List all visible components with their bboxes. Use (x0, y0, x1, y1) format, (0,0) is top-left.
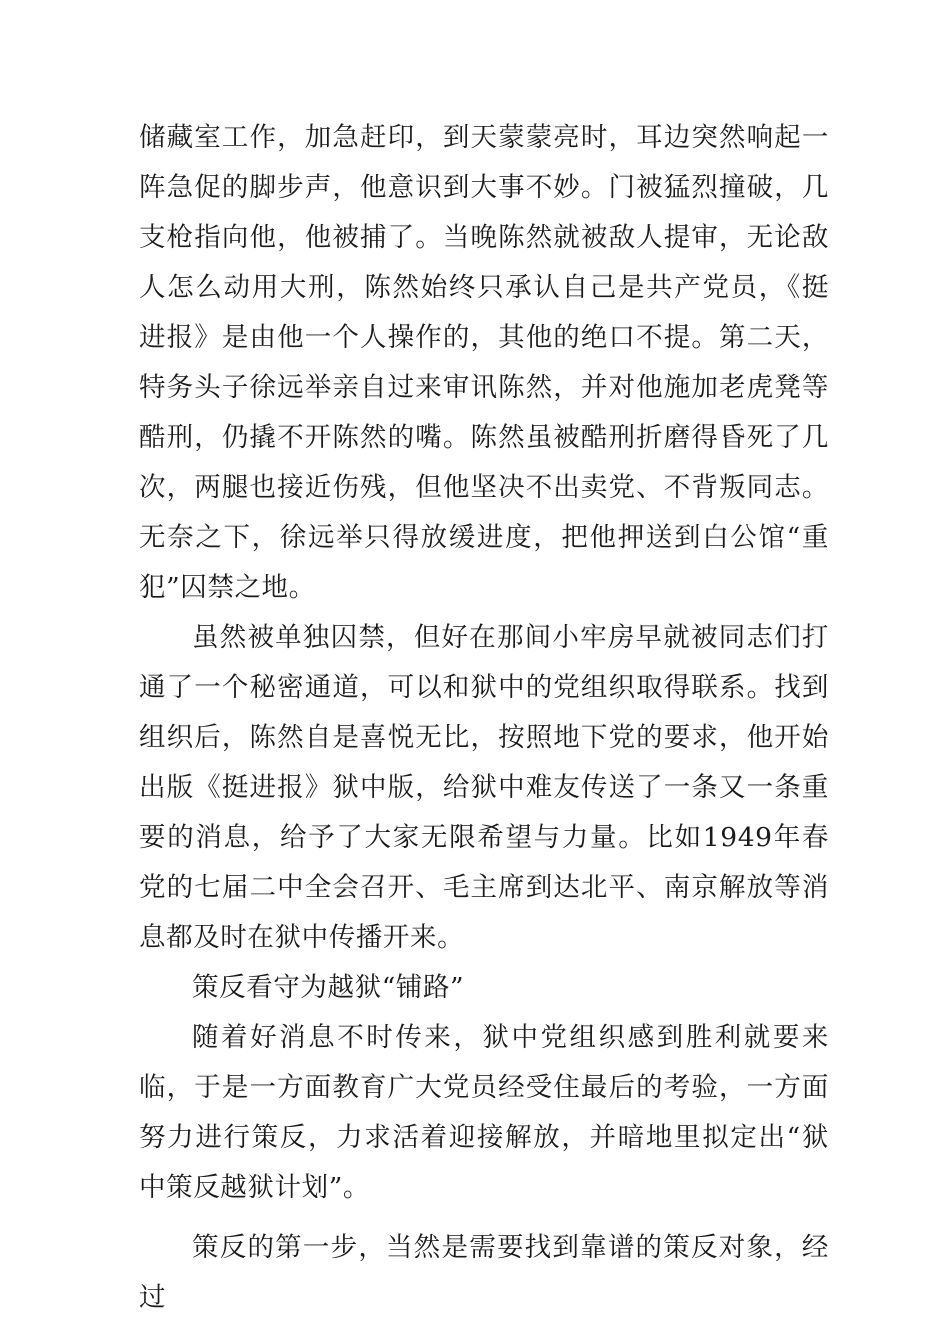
paragraph-continued: 储藏室工作，加急赶印，到天蒙蒙亮时，耳边突然响起一阵急促的脚步声，他意识到大事不妙。门被猛烈撞破，几支枪指向他，他被捕了。当晚陈然就被敌人提审，无论敌人怎么动用大刑，陈然始终只承认自己是共产党员，《挺进报》是由他一个人操作的，其他的绝口不提。第二天，特务头子徐远举亲自过来审讯陈然，并对他施加老虎凳等酷刑，仍撬不开陈然的嘴。陈然虽被酷刑折磨得昏死了几次，两腿也接近伤残，但他坚决不出卖党、不背叛同志。无奈之下，徐远举只得放缓进度，把他押送到白公馆“重犯”囚禁之地。 (139, 122, 829, 603)
paragraph: 随着好消息不时传来，狱中党组织感到胜利就要来临，于是一方面教育广大党员经受住最后的考验，一方面努力进行策反，力求活着迎接解放，并暗地里拟定出“狱中策反越狱计划”。 (139, 1022, 829, 1203)
paragraph: 虽然被单独囚禁，但好在那间小牢房早就被同志们打通了一个秘密通道，可以和狱中的党组织取得联系。找到组织后，陈然自是喜悦无比，按照地下党的要求，他开始出版《挺进报》狱中版，给狱中难友传送了一条又一条重要的消息，给予了大家无限希望与力量。比如1949年春党的七届二中全会召开、毛主席到达北平、南京解放等消息都及时在狱中传播开来。 (139, 622, 829, 953)
paragraph: 策反的第一步，当然是需要找到靠谱的策反对象，经过 (139, 1232, 829, 1313)
section-heading: 策反看守为越狱“铺路” (192, 972, 465, 1003)
document-body (139, 113, 829, 1323)
